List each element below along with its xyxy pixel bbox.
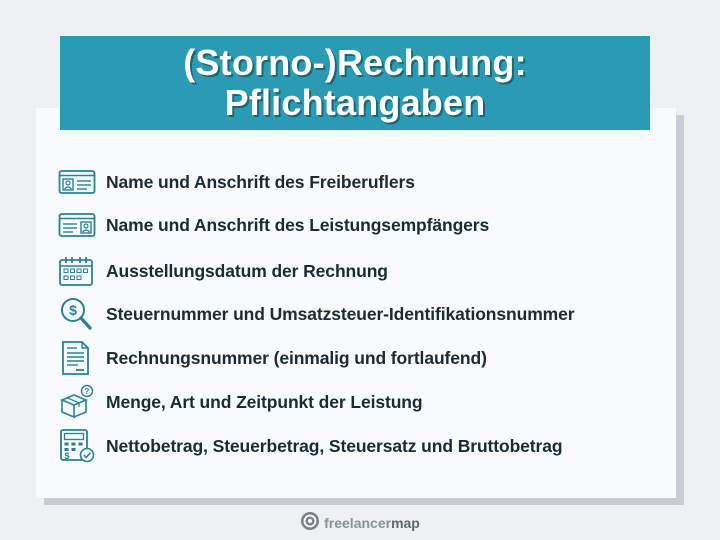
- item-label: Name und Anschrift des Leistungsempfängers: [106, 214, 490, 235]
- item-label: Steuernummer und Umsatzsteuer-Identifikationsnummer: [106, 303, 575, 324]
- logo-text-freelancer: freelancer: [324, 515, 392, 531]
- magnifier-dollar-icon: [58, 298, 98, 330]
- calculator-money-icon: [58, 430, 98, 462]
- item-label: Ausstellungsdatum der Rechnung: [106, 260, 388, 281]
- list-item: [58, 430, 562, 462]
- item-label: Name und Anschrift des Freiberuflers: [106, 171, 415, 192]
- footer: [0, 510, 720, 536]
- svg-text:$: $: [64, 451, 70, 461]
- title-line-1: (Storno-)Rechnung:: [183, 42, 527, 83]
- logo-text-map: map: [391, 515, 420, 531]
- title-line-2: Pflichtangaben: [224, 82, 486, 123]
- list-item: [58, 386, 422, 418]
- id-card-icon: [58, 209, 98, 241]
- list-item: [58, 166, 415, 198]
- item-label: Rechnungsnummer (einmalig und fortlaufend): [106, 347, 487, 368]
- logo-mark-icon: [300, 511, 320, 536]
- calendar-icon: [58, 255, 98, 287]
- list-item: [58, 255, 388, 287]
- id-card-icon: [58, 166, 98, 198]
- freelancermap-logo: [300, 511, 420, 536]
- title-banner: [60, 36, 650, 130]
- list-item: [58, 298, 574, 330]
- package-question-icon: [58, 386, 98, 418]
- list-item: [58, 209, 489, 241]
- item-label: Menge, Art und Zeitpunkt der Leistung: [106, 391, 423, 412]
- svg-text:$: $: [69, 302, 77, 318]
- svg-text:?: ?: [84, 387, 90, 396]
- list-item: [58, 342, 487, 374]
- invoice-document-icon: [58, 342, 98, 374]
- item-label: Nettobetrag, Steuerbetrag, Steuersatz und Bruttobetrag: [106, 435, 563, 456]
